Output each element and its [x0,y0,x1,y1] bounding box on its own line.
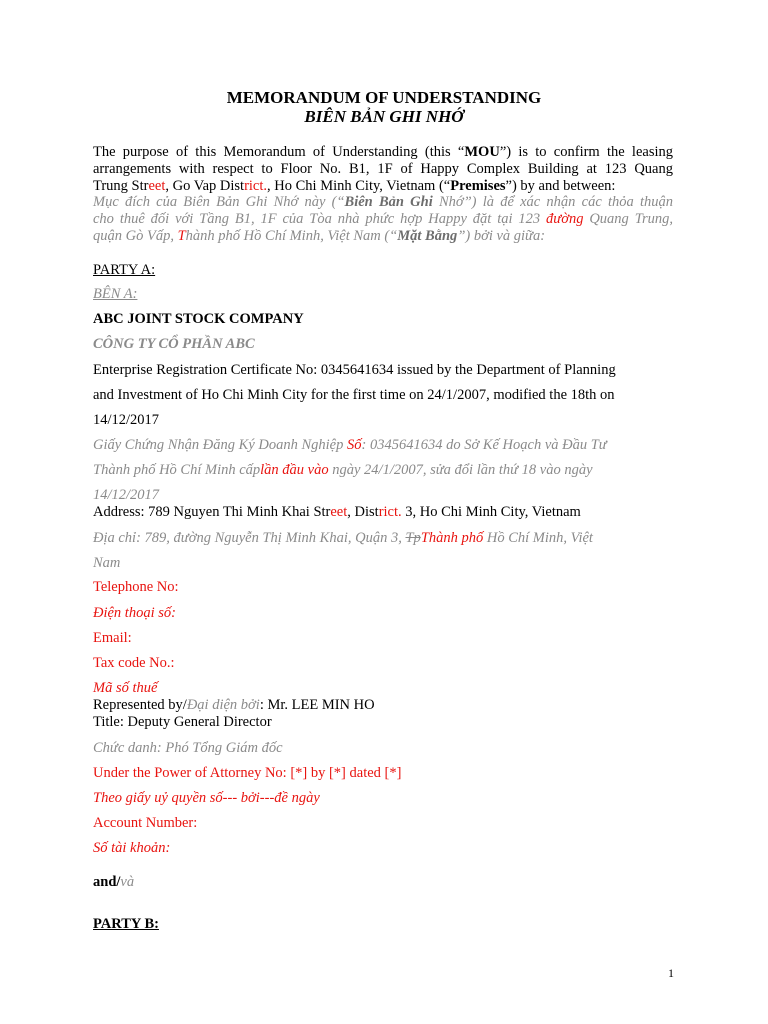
party-a-account-number-vi: Số tài khoản: [93,840,171,856]
intro-vi-line-3: quận Gò Vấp, Thành phố Hồ Chí Minh, Việt Nam (“Mặt Bằng”) bởi và giữa: [93,228,546,244]
party-a-representative: Represented by/Đại diện bởi: Mr. LEE MIN HO [93,697,375,713]
party-a-cert-vi-line-1: Giấy Chứng Nhận Đăng Ký Doanh Nghiệp Số: 0345641634 do Sở Kế Hoạch và Đầu Tư [93,437,607,453]
intro-vi-line-2: cho thuê đối với Tầng B1, 1F của Tòa nhà phức hợp Happy đặt tại 123 đường Quang Trung, [93,211,673,227]
party-a-cert-vi-line-2: Thành phố Hồ Chí Minh cấplần đầu vào ngày 24/1/2007, sửa đổi lần thứ 18 vào ngày [93,462,593,478]
party-a-address: Address: 789 Nguyen Thi Minh Khai Street, District. 3, Ho Chi Minh City, Vietnam [93,504,581,520]
party-a-tax-code-vi: Mã số thuế [93,680,158,696]
and-connector: and/và [93,874,135,890]
intro-en-line-1: The purpose of this Memorandum of Understanding (this “MOU”) is to confirm the leasing [93,144,674,160]
party-a-cert-vi-line-3: 14/12/2017 [93,487,160,503]
party-a-cert-line-1: Enterprise Registration Certificate No: 0345641634 issued by the Department of Planning [93,362,616,378]
party-a-cert-line-3: 14/12/2017 [93,412,160,428]
party-a-address-vi-line-2: Nam [93,555,121,571]
party-a-power-of-attorney-vi: Theo giấy uỷ quyền số--- bởi---đề ngày [93,790,320,806]
intro-vi-line-1: Mục đích của Biên Bản Ghi Nhớ này (“Biên Bản Ghi Nhớ”) là để xác nhận các thỏa thuận [93,194,674,210]
party-a-company: ABC JOINT STOCK COMPANY [93,311,304,327]
party-a-title: Title: Deputy General Director [93,714,272,730]
page-number: 1 [668,966,674,980]
party-a-account-number: Account Number: [93,815,198,831]
party-a-title-vi: Chức danh: Phó Tổng Giám đốc [93,740,283,756]
document-title-vi: BIÊN BẢN GHI NHỚ [304,107,464,126]
party-a-power-of-attorney: Under the Power of Attorney No: [*] by [*] dated [*] [93,765,402,781]
party-a-company-vi: CÔNG TY CỔ PHẦN ABC [93,336,255,352]
party-a-telephone-vi: Điện thoại số: [93,605,176,621]
intro-en-line-2: arrangements with respect to Floor No. B1, 1F of Happy Complex Building at 123 Quang [93,161,673,177]
party-a-heading-vi: BÊN A: [93,286,138,302]
party-a-tax-code: Tax code No.: [93,655,175,671]
intro-en-line-3: Trung Street, Go Vap District., Ho Chi Minh City, Vietnam (“Premises”) by and between: [93,178,616,194]
party-a-address-vi: Địa chỉ: 789, đường Nguyễn Thị Minh Khai, Quận 3, TpThành phố Hồ Chí Minh, Việt [93,530,593,546]
party-a-heading: PARTY A: [93,262,156,278]
party-a-telephone: Telephone No: [93,579,179,595]
document-title: MEMORANDUM OF UNDERSTANDING [226,88,542,107]
party-b-heading: PARTY B: [93,916,159,932]
party-a-email: Email: [93,630,132,646]
party-a-cert-line-2: and Investment of Ho Chi Minh City for the first time on 24/1/2007, modified the 18th on [93,387,615,403]
